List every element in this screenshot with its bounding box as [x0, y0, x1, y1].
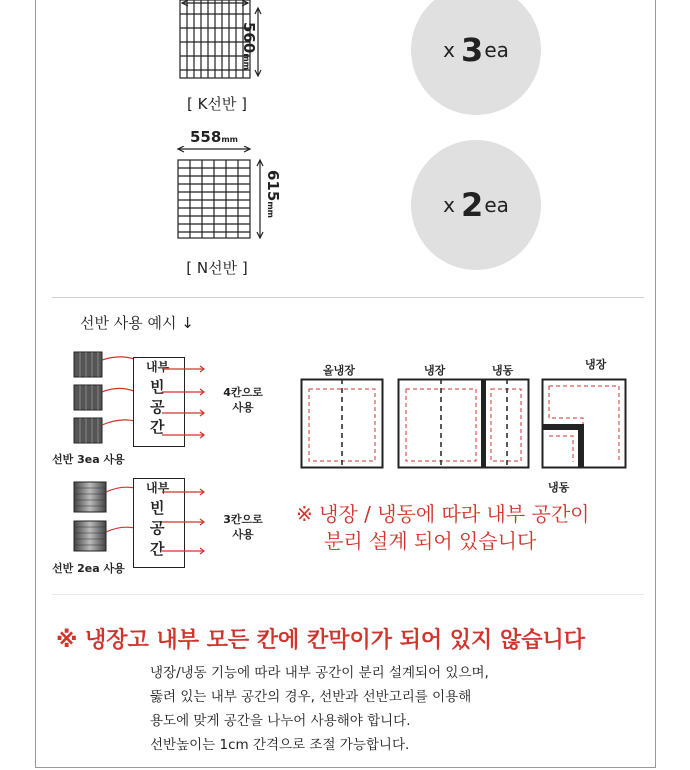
box-label: 내부	[146, 360, 170, 374]
k-shelf-drawing	[170, 0, 280, 82]
diagram1-all-fridge	[300, 378, 384, 470]
box-char: 간	[150, 540, 165, 558]
box-char: 빈	[150, 378, 165, 396]
notice-line-2: 뚫려 있는 내부 공간의 경우, 선반과 선반고리를 이용해	[150, 689, 472, 705]
k-shelf-label: [ K선반 ]	[186, 95, 248, 113]
example2-side-2: 사용	[232, 528, 254, 541]
separation-note-line1: ※ 냉장 / 냉동에 따라 내부 공간이	[296, 502, 590, 526]
diagram2-label-left: 냉장	[424, 364, 446, 377]
separation-note-line2: 분리 설계 되어 있습니다	[324, 529, 537, 553]
box-char: 간	[150, 418, 165, 436]
qty-unit: ea	[484, 38, 509, 62]
example1-side-1: 4칸으로	[223, 386, 263, 399]
qty-unit: ea	[484, 193, 509, 217]
example2-side-1: 3칸으로	[223, 513, 263, 526]
qty-x: x	[443, 193, 455, 217]
example2-caption: 선반 2ea 사용	[52, 562, 125, 575]
usage-title: 선반 사용 예시 ↓	[80, 314, 194, 332]
section-divider	[52, 297, 644, 298]
n-qty-circle	[411, 140, 541, 270]
n-shelf-width-dim: 558mm	[190, 128, 238, 146]
diagram2-label-right: 냉동	[492, 364, 514, 377]
n-shelf-label: [ N선반 ]	[186, 259, 248, 277]
box-char: 빈	[150, 499, 165, 517]
n-shelf-height-dim: 615mm	[264, 170, 282, 218]
qty-number: 2	[461, 186, 484, 224]
example1-arrows	[160, 355, 210, 450]
diagram2-split	[397, 378, 531, 470]
k-qty-circle	[411, 0, 541, 115]
qty-x: x	[443, 38, 455, 62]
diagram1-label: 올냉장	[323, 364, 355, 377]
section-divider-2	[52, 594, 644, 595]
box-label: 내부	[146, 481, 170, 495]
notice-line-4: 선반높이는 1cm 간격으로 조절 가능합니다.	[150, 737, 410, 753]
diagram3-l-shape	[541, 378, 627, 470]
k-shelf-height-dim: 560mm	[240, 22, 258, 70]
diagram3-label-top: 냉장	[585, 358, 607, 371]
notice-line-1: 냉장/냉동 기능에 따라 내부 공간이 분리 설계되어 있으며,	[150, 665, 489, 681]
diagram3-label-bottom: 냉동	[548, 481, 570, 494]
example1-side-2: 사용	[232, 401, 254, 414]
example1-caption: 선반 3ea 사용	[52, 453, 125, 466]
n-shelf-drawing	[170, 146, 270, 244]
qty-number: 3	[461, 31, 484, 69]
notice-line-3: 용도에 맞게 공간을 나누어 사용해야 합니다.	[150, 713, 411, 729]
box-char: 공	[150, 398, 165, 416]
notice-title: ※ 냉장고 내부 모든 칸에 칸막이가 되어 있지 않습니다	[56, 628, 585, 653]
box-char: 공	[150, 519, 165, 537]
example2-arrows	[160, 478, 210, 568]
